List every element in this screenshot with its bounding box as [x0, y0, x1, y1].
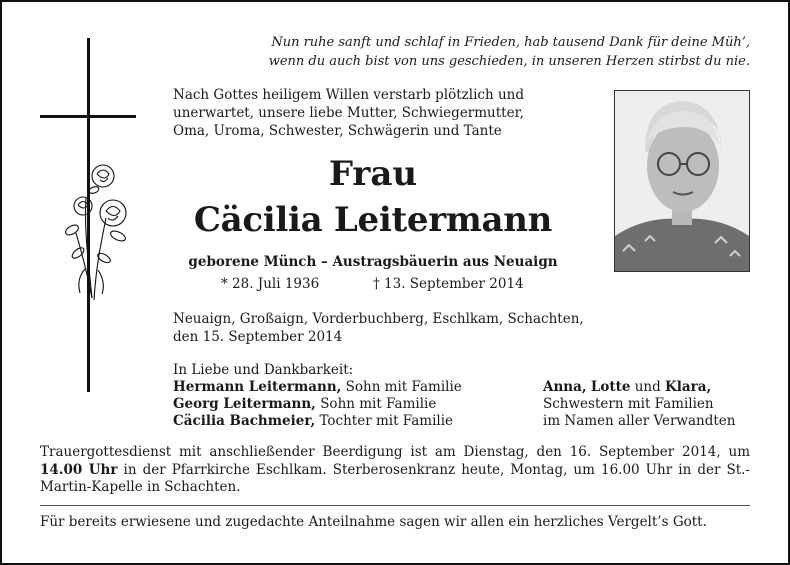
portrait-photo [614, 90, 750, 272]
birth-date: * 28. Juli 1936 [221, 276, 320, 292]
sisters-names [543, 379, 735, 396]
service-part-2: in der Pfarrkirche Eschlkam. Sterberosenkranz heute, Montag, um 16.00 Uhr in der [123, 461, 721, 478]
roses-icon [56, 158, 136, 308]
motto-line-2: wenn du auch bist von uns geschieden, in unseren Herzen stirbst du nie. [268, 54, 750, 69]
salutation: Frau [328, 154, 418, 194]
sister-name-2: Lotte [590, 379, 631, 395]
service-part-3: St.-Martin-Kapelle in Schachten. [40, 461, 750, 495]
funeral-service-text [40, 444, 750, 497]
death-date: † 13. September 2014 [373, 276, 524, 292]
intro-line-1: Nach Gottes heiligem Willen verstarb plötzlich und [173, 87, 524, 103]
mourner-name: Cäcilia Bachmeier, [173, 413, 316, 429]
places-line: Neuaign, Großaign, Vorderbuchberg, Eschlkam, Schachten, [173, 311, 584, 327]
cross-horizontal-beam [40, 115, 136, 118]
motto-verse [210, 33, 750, 71]
mourner-row [173, 396, 462, 413]
mourner-row [173, 379, 462, 396]
mourners-left [173, 379, 462, 430]
birth-info: geborene Münch – Austragsbäuerin aus Neuaign [188, 254, 558, 270]
mourners-right [543, 379, 735, 430]
mourner-name: Georg Leitermann, [173, 396, 316, 412]
service-part-1: Trauergottesdienst mit anschließender Beerdigung ist am Dienstag, den 16. September 2014, um [40, 444, 750, 460]
sister-name-1: Anna, [543, 379, 587, 395]
intro-text [173, 86, 578, 140]
relatives-line: im Namen aller Verwandten [543, 413, 736, 429]
portrait-image [615, 91, 749, 271]
date-line: den 15. September 2014 [173, 329, 343, 345]
intro-line-2: unerwartet, unsere liebe Mutter, Schwiegermutter, [173, 105, 524, 121]
divider [40, 505, 750, 506]
mourner-name: Hermann Leitermann, [173, 379, 342, 395]
motto-line-1: Nun ruhe sanft und schlaf in Frieden, hab tausend Dank für deine Müh’, [271, 35, 750, 50]
service-time: 14.00 Uhr [40, 461, 118, 478]
mourner-relation: Sohn mit Familie [320, 396, 437, 412]
thanks-intro: In Liebe und Dankbarkeit: [173, 362, 354, 378]
mourner-relation: Sohn mit Familie [345, 379, 462, 395]
intro-line-3: Oma, Uroma, Schwester, Schwägerin und Tante [173, 123, 502, 139]
footer-thanks: Für bereits erwiesene und zugedachte Anteilnahme sagen wir allen ein herzliches Vergelt’s Gott. [40, 514, 707, 530]
sisters-relation: Schwestern mit Familien [543, 396, 714, 412]
mourner-row [173, 413, 462, 430]
and-word: und [634, 379, 661, 395]
deceased-name: Cäcilia Leitermann [193, 200, 553, 240]
place-and-date [173, 310, 623, 346]
sister-name-3: Klara, [665, 379, 712, 395]
mourner-relation: Tochter mit Familie [319, 413, 454, 429]
